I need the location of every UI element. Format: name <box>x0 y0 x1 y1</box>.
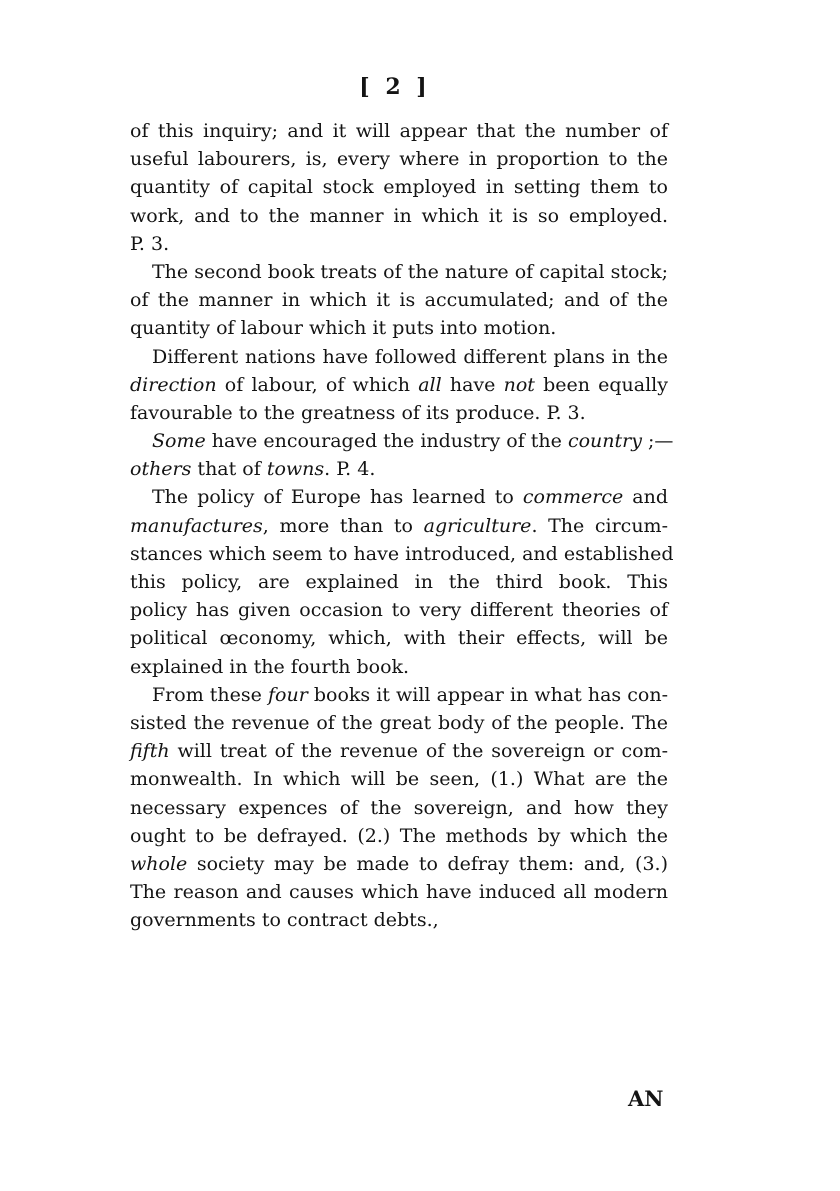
text-run: ought to be defrayed. (2.) The methods by which the <box>130 824 668 847</box>
italic-text: fifth <box>130 740 170 763</box>
text-line <box>130 681 668 709</box>
text-run: work, and to the manner in which it is so employed. <box>130 204 668 227</box>
text-run: necessary expences of the sovereign, and how they <box>130 796 668 819</box>
text-run: been equally <box>534 373 668 396</box>
text-line <box>130 568 668 596</box>
text-line <box>130 371 668 399</box>
italic-text: commerce <box>522 486 624 509</box>
text-line <box>130 822 668 850</box>
text-run: Different nations have followed different plans in the <box>152 345 668 368</box>
text-run: explained in the fourth book. <box>130 655 410 678</box>
page-number: [ 2 ] <box>359 74 431 100</box>
italic-text: not <box>503 373 535 396</box>
text-line <box>130 540 674 568</box>
text-run: monwealth. In which will be seen, (1.) What are the <box>130 768 668 791</box>
text-run: and <box>623 486 668 509</box>
text-run: . The circum- <box>531 514 668 537</box>
text-run: ;— <box>641 430 674 453</box>
italic-text: direction <box>130 373 217 396</box>
text-line <box>130 765 668 793</box>
text-run: policy has given occasion to very different theories of <box>130 599 668 622</box>
paragraph <box>130 681 668 935</box>
text-run: The reason and causes which have induced all modern <box>130 881 668 904</box>
catchword: AN <box>628 1086 664 1111</box>
text-line <box>130 230 668 258</box>
text-run: quantity of capital stock employed in setting them to <box>130 176 668 199</box>
italic-text: all <box>418 373 442 396</box>
text-line <box>130 878 668 906</box>
text-run: have encouraged the industry of the <box>205 430 568 453</box>
italic-text: manufactures <box>130 514 263 537</box>
text-run: of this inquiry; and it will appear that the number of <box>130 120 668 142</box>
body-text <box>130 117 674 934</box>
text-line <box>130 850 668 878</box>
text-run: will treat of the revenue of the sovereign or com- <box>169 740 668 763</box>
text-run: favourable to the greatness of its produce. P. 3. <box>130 401 586 424</box>
text-run: governments to contract debts., <box>130 909 439 932</box>
italic-text: country <box>567 430 642 453</box>
text-line <box>130 173 668 201</box>
text-line <box>130 455 668 483</box>
text-line <box>130 202 668 230</box>
text-run: quantity of labour which it puts into motion. <box>130 317 557 340</box>
text-line <box>130 427 674 455</box>
text-line <box>130 709 668 737</box>
text-run: of labour, of which <box>216 373 419 396</box>
paragraph <box>130 258 668 343</box>
text-line <box>130 399 668 427</box>
italic-text: four <box>267 683 308 706</box>
text-line <box>130 624 668 652</box>
text-line <box>130 653 668 681</box>
italic-text: agriculture <box>423 514 532 537</box>
text-line <box>130 286 668 314</box>
text-line <box>130 737 668 765</box>
paragraph <box>130 117 668 258</box>
text-run: , more than to <box>262 514 424 537</box>
text-run: that of <box>191 458 267 481</box>
italic-text: Some <box>152 430 206 453</box>
text-line <box>130 258 668 286</box>
text-run: society may be made to defray them: and, (3.) <box>187 852 668 875</box>
text-line <box>130 794 668 822</box>
text-line <box>130 343 668 371</box>
text-line <box>130 596 668 624</box>
italic-text: others <box>130 458 192 481</box>
text-line <box>130 314 668 342</box>
text-run: The policy of Europe has learned to <box>152 486 523 509</box>
text-run: political œconomy, which, with their effects, will be <box>130 627 668 650</box>
paragraph <box>130 427 674 483</box>
text-line <box>130 117 668 145</box>
italic-text: whole <box>130 852 188 875</box>
text-line <box>130 483 668 511</box>
text-run: P. 3. <box>130 232 170 255</box>
text-run: this policy, are explained in the third book. This <box>130 571 668 593</box>
text-run: of the manner in which it is accumulated; and of the <box>130 289 668 312</box>
text-run: books it will appear in what has con- <box>307 683 668 706</box>
italic-text: towns <box>266 458 325 481</box>
text-run: . P. 4. <box>324 458 376 481</box>
text-run: The second book treats of the nature of capital stock; <box>152 260 668 283</box>
paragraph <box>130 483 674 680</box>
text-line <box>130 145 668 173</box>
text-run: have <box>441 373 504 396</box>
paragraph <box>130 343 668 428</box>
text-line <box>130 512 668 540</box>
text-run: useful labourers, is, every where in proportion to the <box>130 148 668 171</box>
text-run: stances which seem to have introduced, and established <box>130 542 674 565</box>
text-run: From these <box>152 683 268 706</box>
text-run: sisted the revenue of the great body of the people. The <box>130 711 668 734</box>
text-line <box>130 906 668 934</box>
